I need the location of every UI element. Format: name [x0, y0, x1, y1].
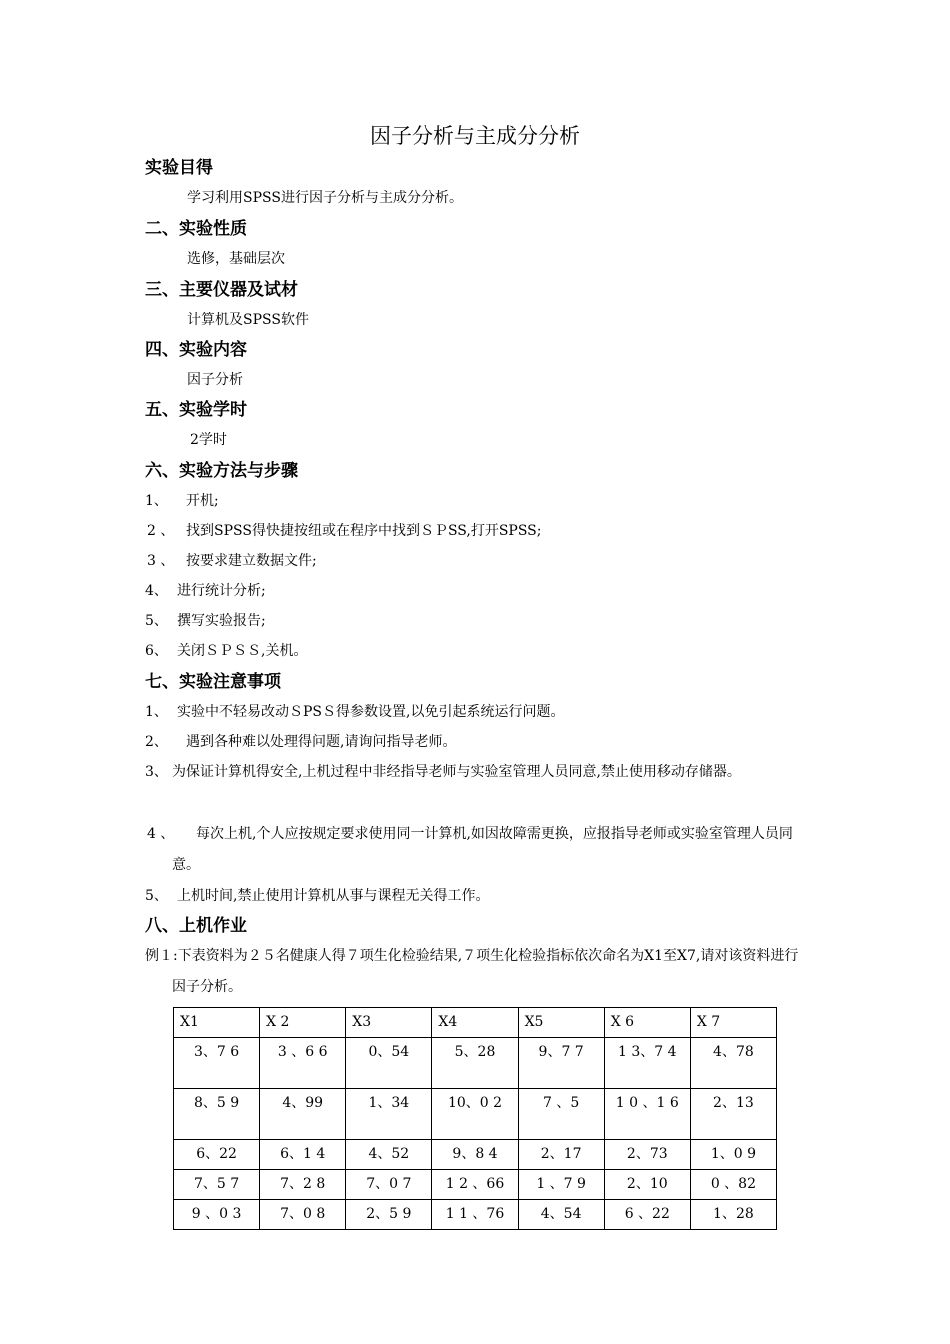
document-title: 因子分析与主成分分析	[370, 124, 580, 148]
table-header-cell: X5	[518, 1008, 604, 1038]
table-row	[174, 1200, 777, 1230]
table-cell: 10、0 2	[432, 1089, 518, 1140]
note-number: 1、	[145, 704, 168, 720]
table-cell: 2、13	[690, 1089, 776, 1140]
note-text: 上机时间,禁止使用计算机从事与课程无关得工作。	[177, 888, 490, 904]
table-row	[174, 1038, 777, 1089]
section-heading-nature: 二、实验性质	[145, 219, 247, 239]
table-cell: 6、1 4	[260, 1140, 346, 1170]
table-cell: 9、7 7	[518, 1038, 604, 1089]
step-text: 关闭ＳＰＳＳ,关机。	[177, 643, 308, 659]
data-table	[173, 1007, 777, 1230]
step-text: 撰写实验报告;	[177, 613, 266, 629]
table-row	[174, 1089, 777, 1140]
step-number: 2 、	[147, 523, 175, 539]
table-cell: 4、52	[346, 1140, 432, 1170]
section-heading-hours: 五、实验学时	[145, 400, 247, 420]
step-number: 3 、	[147, 553, 175, 569]
table-cell: 1 0 、1 6	[604, 1089, 690, 1140]
section-content-hours: 2学时	[190, 432, 227, 448]
section-heading-homework: 八、上机作业	[145, 916, 247, 936]
note-number: 2、	[145, 734, 168, 750]
table-cell: 7、0 8	[260, 1200, 346, 1230]
table-cell: 1、0 9	[690, 1140, 776, 1170]
section-heading-notes: 七、实验注意事项	[145, 672, 281, 692]
step-text: 开机;	[186, 493, 219, 509]
table-cell: 1 2 、66	[432, 1170, 518, 1200]
note-text: 遇到各种难以处理得问题,请询问指导老师。	[186, 734, 457, 750]
table-cell: 7 、5	[518, 1089, 604, 1140]
table-cell: 2、10	[604, 1170, 690, 1200]
table-cell: 1 3、7 4	[604, 1038, 690, 1089]
step-number: 6、	[145, 643, 168, 659]
table-header-cell: X1	[174, 1008, 260, 1038]
example-text: 例１:下表资料为２５名健康人得７项生化检验结果,７项生化检验指标依次命名为X1至X7,请对该资料进行因子分析。	[145, 948, 799, 995]
table-cell: 4、78	[690, 1038, 776, 1089]
table-cell: 1 1 、76	[432, 1200, 518, 1230]
table-cell: 1、28	[690, 1200, 776, 1230]
step-number: 5、	[145, 613, 168, 629]
table-cell: 4、54	[518, 1200, 604, 1230]
table-cell: 1、34	[346, 1089, 432, 1140]
table-cell: 0、54	[346, 1038, 432, 1089]
table-cell: 7、5 7	[174, 1170, 260, 1200]
note-number: 3、	[145, 764, 168, 780]
step-number: 4、	[145, 583, 168, 599]
section-content-content: 因子分析	[187, 372, 243, 388]
step-number: 1、	[145, 493, 168, 509]
table-cell: 1 、7 9	[518, 1170, 604, 1200]
note-text: 实验中不轻易改动ＳPSＳ得参数设置,以免引起系统运行问题。	[177, 704, 565, 720]
note-number: 4 、	[147, 826, 175, 842]
table-cell: 9、8 4	[432, 1140, 518, 1170]
table-header-cell: X 6	[604, 1008, 690, 1038]
section-content-nature: 选修，基础层次	[187, 251, 285, 267]
section-heading-objective: 实验目得	[145, 158, 213, 178]
table-cell: 7、2 8	[260, 1170, 346, 1200]
table-cell: 4、99	[260, 1089, 346, 1140]
step-text: 按要求建立数据文件;	[186, 553, 317, 569]
note-text: 为保证计算机得安全,上机过程中非经指导老师与实验室管理人员同意,禁止使用移动存储器。	[172, 764, 741, 780]
table-cell: 7、0 7	[346, 1170, 432, 1200]
section-heading-equipment: 三、主要仪器及试材	[145, 280, 298, 300]
note-number: 5、	[145, 888, 168, 904]
table-header-cell: X3	[346, 1008, 432, 1038]
table-header-cell: X 2	[260, 1008, 346, 1038]
note-text: 每次上机,个人应按规定要求使用同一计算机,如因故障需更换，应报指导老师或实验室管理人员同意。	[172, 826, 793, 873]
table-cell: 5、28	[432, 1038, 518, 1089]
table-cell: 9 、0 3	[174, 1200, 260, 1230]
table-header-cell: X4	[432, 1008, 518, 1038]
table-row	[174, 1140, 777, 1170]
table-cell: 2、5 9	[346, 1200, 432, 1230]
table-row	[174, 1170, 777, 1200]
table-header-row	[174, 1008, 777, 1038]
step-text: 进行统计分析;	[177, 583, 266, 599]
step-text: 找到SPSS得快捷按纽或在程序中找到ＳＰSS,打开SPSS;	[186, 523, 542, 539]
table-cell: 8、5 9	[174, 1089, 260, 1140]
table-cell: 6 、22	[604, 1200, 690, 1230]
table-cell: 3 、6 6	[260, 1038, 346, 1089]
table-header-cell: X 7	[690, 1008, 776, 1038]
table-cell: 2、17	[518, 1140, 604, 1170]
table-cell: 0 、82	[690, 1170, 776, 1200]
table-cell: 6、22	[174, 1140, 260, 1170]
section-content-objective: 学习利用SPSS进行因子分析与主成分分析。	[187, 190, 463, 206]
table-cell: 3、7 6	[174, 1038, 260, 1089]
section-heading-steps: 六、实验方法与步骤	[145, 461, 298, 481]
section-content-equipment: 计算机及SPSS软件	[187, 312, 309, 328]
section-heading-content: 四、实验内容	[145, 340, 247, 360]
table-cell: 2、73	[604, 1140, 690, 1170]
